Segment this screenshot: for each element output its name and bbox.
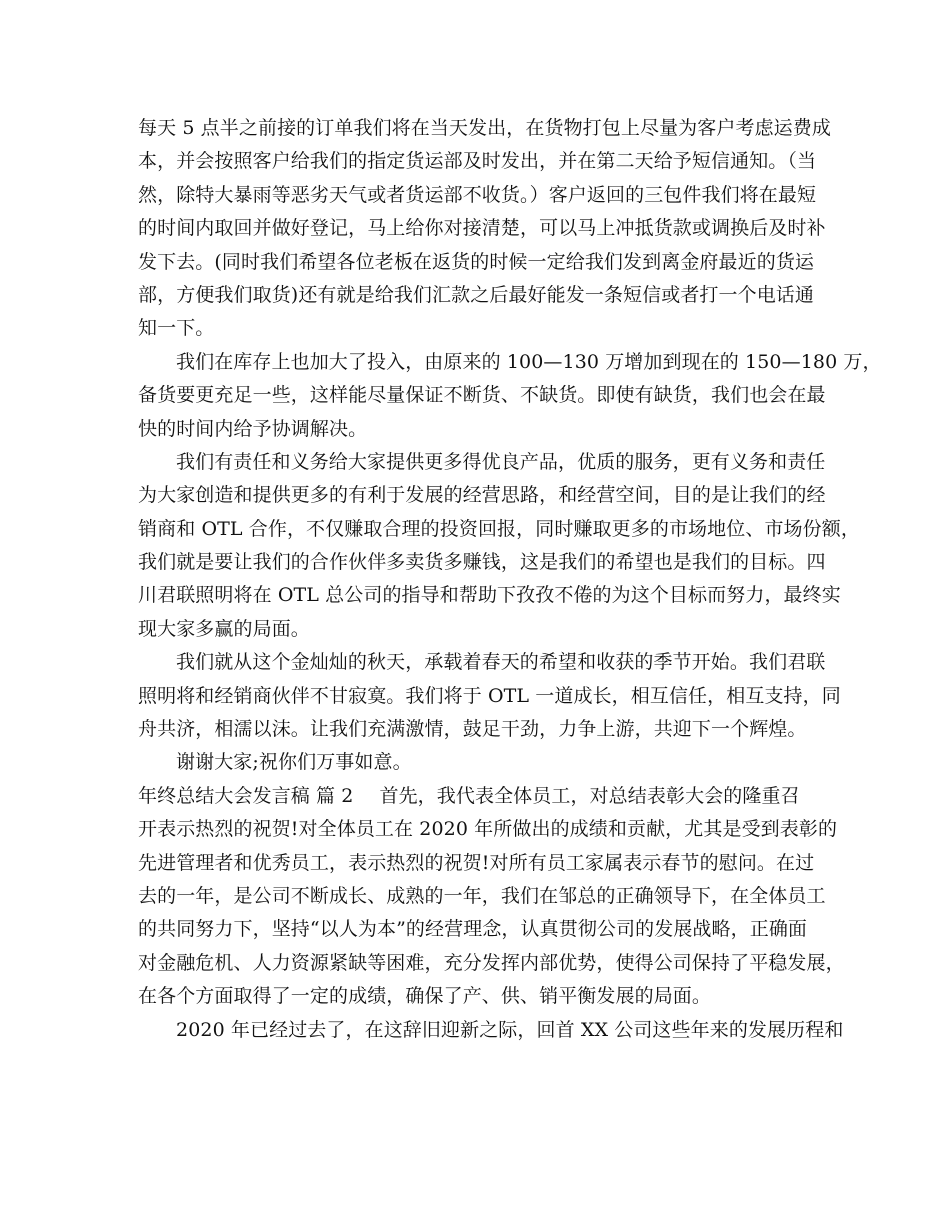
- text-line: 每天 5 点半之前接的订单我们将在当天发出，在货物打包上尽量为客户考虑运费成: [138, 117, 831, 139]
- text-line: 然，除特大暴雨等恶劣天气或者货运部不收货。）客户返回的三包件我们将在最短: [138, 183, 817, 206]
- text-line: 现大家多赢的局面。: [138, 617, 310, 640]
- section-2-heading-line: [138, 780, 818, 813]
- text-line: 发下去。(同时我们希望各位老板在返货的时候一定给我们发到离金府最近的货运: [138, 250, 815, 273]
- text-line: 为大家创造和提供更多的有利于发展的经营思路，和经营空间，目的是让我们的经: [138, 484, 826, 507]
- text-line: 我们有责任和义务给大家提供更多得优良产品，优质的服务，更有义务和责任: [176, 450, 826, 473]
- text-line: 去的一年，是公司不断成长、成熟的一年，我们在邹总的正确领导下，在全体员工: [138, 884, 826, 907]
- text-line: 舟共济，相濡以沫。让我们充满激情，鼓足干劲，力争上游，共迎下一个辉煌。: [138, 718, 807, 741]
- text-line: 的共同努力下，坚持“以人为本”的经营理念，认真贯彻公司的发展战略，正确面: [138, 918, 808, 941]
- text-line: 我们就是要让我们的合作伙伴多卖货多赚钱，这是我们的希望也是我们的目标。四: [138, 551, 826, 574]
- text-line: 在各个方面取得了一定的成绩，确保了产、供、销平衡发展的局面。: [138, 985, 712, 1008]
- text-line: 销商和 OTL 合作，不仅赚取合理的投资回报，同时赚取更多的市场地位、市场份额，: [138, 517, 860, 540]
- text-line: 我们在库存上也加大了投入，由原来的 100—130 万增加到现在的 150—180 万，: [176, 350, 882, 373]
- text-line: 2020 年已经过去了，在这辞旧迎新之际，回首 XX 公司这些年来的发展历程和: [176, 1018, 844, 1041]
- text-line: 先进管理者和优秀员工，表示热烈的祝贺!对所有员工家属表示春节的慰问。在过: [138, 851, 815, 874]
- text-line: 快的时间内给予协调解决。: [138, 417, 368, 440]
- section-2-text: [138, 813, 845, 1047]
- text-line: 川君联照明将在 OTL 总公司的指导和帮助下孜孜不倦的为这个目标而努力，最终实: [138, 584, 841, 607]
- text-line: 开表示热烈的祝贺!对全体员工在 2020 年所做出的成绩和贡献，尤其是受到表彰的: [138, 818, 838, 841]
- text-line: 我们就从这个金灿灿的秋天，承载着春天的希望和收获的季节开始。我们君联: [176, 651, 826, 674]
- text-line: 本，并会按照客户给我们的指定货运部及时发出，并在第二天给予短信通知。（当: [138, 150, 817, 173]
- text-line: 备货要更充足一些，这样能尽量保证不断货、不缺货。即使有缺货，我们也会在最: [138, 384, 826, 407]
- document-page: [138, 112, 882, 1047]
- section-2-first-line: 首先，我代表全体员工，对总结表彰大会的隆重召: [379, 784, 800, 807]
- text-line: 的时间内取回并做好登记，马上给你对接清楚，可以马上冲抵货款或调换后及时补: [138, 217, 826, 240]
- text-line: 照明将和经销商伙伴不甘寂寞。我们将于 OTL 一道成长，相互信任，相互支持，同: [138, 684, 841, 707]
- section-2-heading: 年终总结大会发言稿 篇 2: [138, 784, 354, 807]
- body-text: [138, 112, 882, 780]
- text-line: 部，方便我们取货)还有就是给我们汇款之后最好能发一条短信或者打一个电话通: [138, 283, 815, 306]
- text-line: 知一下。: [138, 317, 215, 340]
- text-line: 对金融危机、人力资源紧缺等困难，充分发挥内部优势，使得公司保持了平稳发展，: [138, 951, 845, 974]
- text-line: 谢谢大家;祝你们万事如意。: [176, 751, 412, 774]
